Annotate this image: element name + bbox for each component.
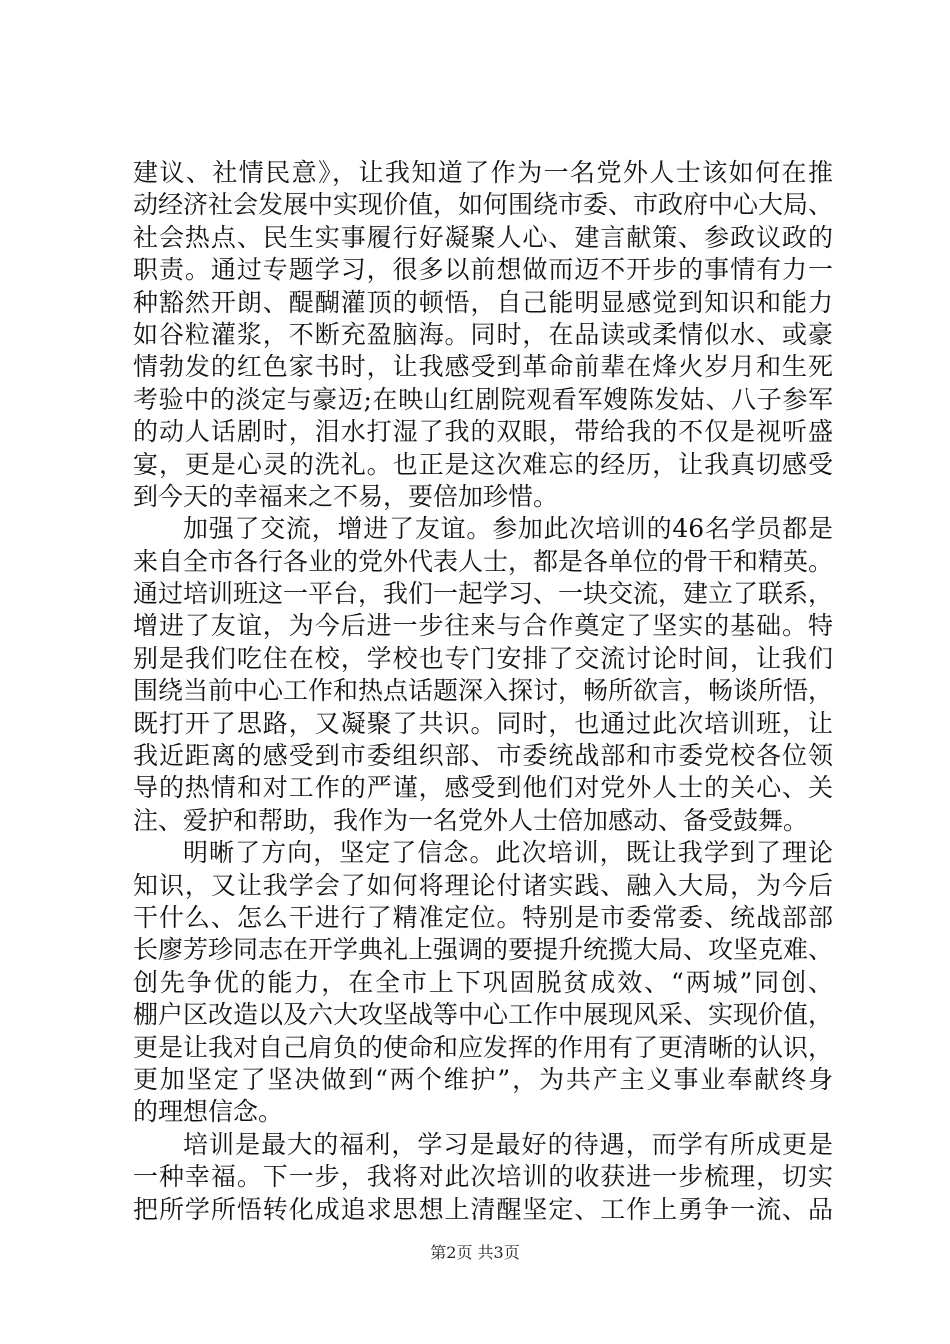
text-line: 把所学所悟转化成追求思想上清醒坚定、工作上勇争一流、品 — [133, 1194, 833, 1224]
paragraph-first-line: 加强了交流，增进了友谊。参加此次培训的46名学员都是 — [183, 514, 833, 544]
text-line: 更加坚定了坚决做到“两个维护”，为共产主义事业奉献终身 — [133, 1064, 833, 1094]
text-line: 的理想信念。 — [133, 1097, 284, 1127]
text-line: 社会热点、民生实事履行好凝聚人心、建言献策、参政议政的 — [133, 222, 833, 252]
document-body — [133, 157, 833, 1226]
text-line: 棚户区改造以及六大攻坚战等中心工作中展现风采、实现价值， — [133, 1000, 833, 1030]
paragraph-first-line: 培训是最大的福利，学习是最好的待遇，而学有所成更是 — [183, 1129, 833, 1159]
text-line: 来自全市各行各业的党外代表人士，都是各单位的骨干和精英。 — [133, 546, 833, 576]
text-line: 更是让我对自己肩负的使命和应发挥的作用有了更清晰的认识， — [133, 1032, 833, 1062]
text-line: 创先争优的能力，在全市上下巩固脱贫成效、“两城”同创、 — [133, 967, 833, 997]
text-line: 建议、社情民意》，让我知道了作为一名党外人士该如何在推 — [133, 158, 833, 187]
text-line: 动经济社会发展中实现价值，如何围绕市委、市政府中心大局、 — [133, 190, 833, 220]
text-line: 如谷粒灌浆，不断充盈脑海。同时，在品读或柔情似水、或豪 — [133, 319, 833, 349]
page-footer — [0, 1240, 950, 1263]
text-line: 通过培训班这一平台，我们一起学习、一块交流，建立了联系， — [133, 579, 833, 609]
text-line: 情勃发的红色家书时，让我感受到革命前辈在烽火岁月和生死 — [133, 352, 833, 382]
text-line: 宴，更是心灵的洗礼。也正是这次难忘的经历，让我真切感受 — [133, 449, 833, 479]
text-line: 长廖芳珍同志在开学典礼上强调的要提升统揽大局、攻坚克难、 — [133, 935, 833, 965]
paragraph-first-line: 明晰了方向，坚定了信念。此次培训，既让我学到了理论 — [183, 838, 833, 868]
text-line: 的动人话剧时，泪水打湿了我的双眼，带给我的不仅是视听盛 — [133, 417, 833, 447]
page-number: 第2页 共3页 — [430, 1243, 520, 1262]
text-line: 一种幸福。下一步，我将对此次培训的收获进一步梳理，切实 — [133, 1162, 833, 1192]
text-line: 既打开了思路，又凝聚了共识。同时，也通过此次培训班，让 — [133, 708, 833, 738]
text-line: 增进了友谊，为今后进一步往来与合作奠定了坚实的基础。特 — [133, 611, 833, 641]
text-line: 考验中的淡定与豪迈;在映山红剧院观看军嫂陈发姑、八子参军 — [133, 384, 833, 414]
text-line: 职责。通过专题学习，很多以前想做而迈不开步的事情有力一 — [133, 255, 833, 285]
text-line: 导的热情和对工作的严谨，感受到他们对党外人士的关心、关 — [133, 773, 833, 803]
text-line: 到今天的幸福来之不易，要倍加珍惜。 — [133, 481, 559, 511]
text-line: 别是我们吃住在校，学校也专门安排了交流讨论时间，让我们 — [133, 643, 833, 673]
text-line: 知识，又让我学会了如何将理论付诸实践、融入大局，为今后 — [133, 870, 833, 900]
text-line: 种豁然开朗、醍醐灌顶的顿悟，自己能明显感觉到知识和能力 — [133, 287, 833, 317]
text-line: 注、爱护和帮助，我作为一名党外人士倍加感动、备受鼓舞。 — [133, 805, 809, 835]
text-line: 干什么、怎么干进行了精准定位。特别是市委常委、统战部部 — [133, 902, 833, 932]
text-line: 我近距离的感受到市委组织部、市委统战部和市委党校各位领 — [133, 741, 833, 771]
text-line: 围绕当前中心工作和热点话题深入探讨，畅所欲言，畅谈所悟， — [133, 676, 833, 706]
